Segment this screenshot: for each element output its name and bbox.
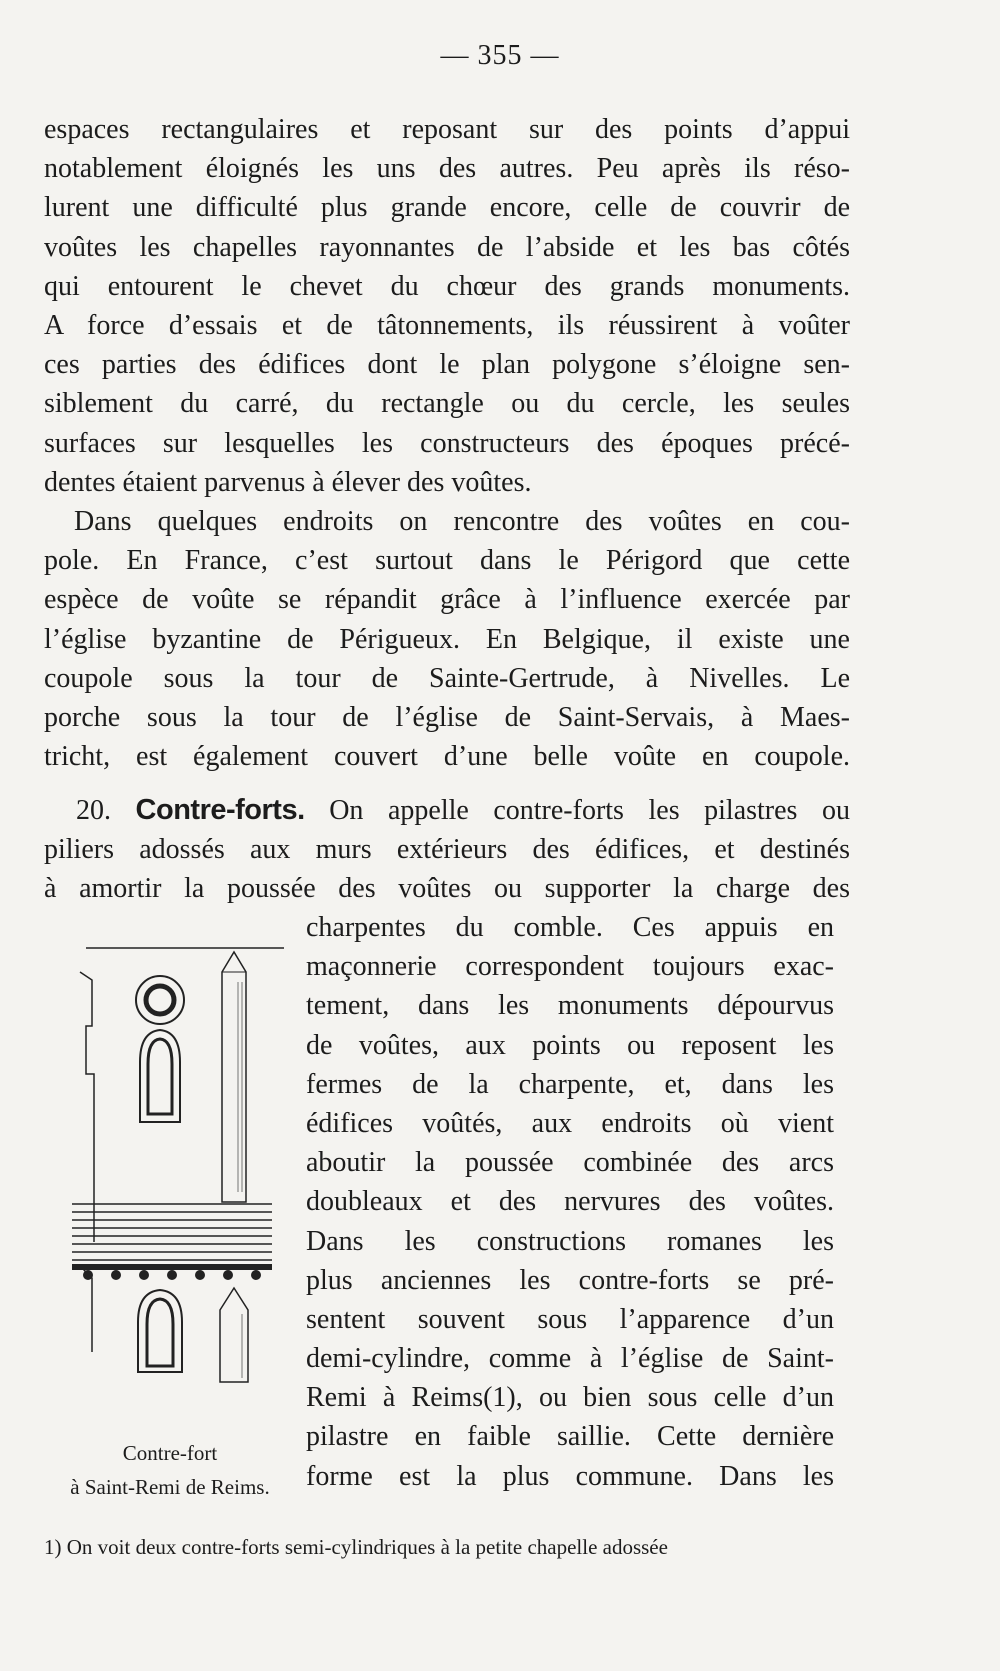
text-line: A force d’essais et de tâtonnements, ils réussirent à voûter [44, 309, 850, 341]
section-title: Contre-forts. [135, 794, 305, 826]
text-line: tement, dans les monuments dépourvus [306, 990, 834, 1022]
text-line: Dans les constructions romanes les [306, 1225, 834, 1257]
text-line: maçonnerie correspondent toujours exac- [306, 951, 834, 983]
figure-caption-line1: Contre-fort [122, 1441, 218, 1465]
text-line: tricht, est également couvert d’une belle voûte en coupole. [44, 741, 850, 773]
paragraph-cupolas [44, 502, 850, 776]
text-line: à amortir la poussée des voûtes ou supporter la charge des [44, 873, 850, 905]
text-line: Dans quelques endroits on rencontre des voûtes en cou- [74, 506, 850, 537]
text-line: dentes étaient parvenus à élever des voûtes. [44, 466, 532, 498]
text-line: porche sous la tour de l’église de Saint-Servais, à Maes- [44, 701, 850, 733]
text-line: lurent une difficulté plus grande encore, celle de couvrir de [44, 192, 850, 224]
buttress-engraving [72, 942, 294, 1412]
text-line: qui entourent le chevet du chœur des grands monuments. [44, 270, 850, 302]
page-number: — 355 — [440, 40, 560, 71]
text-line: charpentes du comble. Ces appuis en [306, 912, 834, 943]
text-line: voûtes les chapelles rayonnantes de l’abside et les bas côtés [44, 231, 850, 263]
text-line: plus anciennes les contre-forts se pré- [306, 1264, 834, 1296]
section-contreforts [44, 791, 850, 909]
text-line: de voûtes, aux points ou reposent les [306, 1029, 834, 1061]
text-line: doubleaux et des nervures des voûtes. [306, 1186, 834, 1218]
section-wrapped-text [306, 908, 834, 1496]
text-line: siblement du carré, du rectangle ou du cercle, les seules [44, 388, 850, 420]
text-line: notablement éloignés les uns des autres. Peu après ils réso- [44, 153, 850, 185]
section-first-line-text: On appelle contre-forts les pilastres ou [329, 795, 850, 826]
section-full-lines [44, 830, 850, 908]
section-first-line [44, 791, 850, 830]
text-line: forme est la plus commune. Dans les [306, 1460, 834, 1492]
figure-caption-line2: à Saint-Remi de Reims. [70, 1475, 270, 1499]
section-number: 20. [76, 795, 111, 826]
text-line: pilastre en faible saillie. Cette dernière [306, 1421, 834, 1453]
text-line: espèce de voûte se répandit grâce à l’influence exercée par [44, 584, 850, 616]
paragraph-vaults [44, 110, 850, 502]
text-line: fermes de la charpente, et, dans les [306, 1068, 834, 1100]
text-line: édifices voûtés, aux endroits où vient [306, 1107, 834, 1139]
text-line: coupole sous la tour de Sainte-Gertrude, à Nivelles. Le [44, 662, 850, 694]
footnote: 1) On voit deux contre-forts semi-cylindriques à la petite chapelle adossée [44, 1535, 668, 1559]
text-line: l’église byzantine de Périgueux. En Belgique, il existe une [44, 623, 850, 655]
text-line: piliers adossés aux murs extérieurs des édifices, et destinés [44, 834, 850, 866]
text-line: Remi à Reims(1), ou bien sous celle d’un [306, 1382, 834, 1414]
text-line: sentent souvent sous l’apparence d’un [306, 1303, 834, 1335]
text-line: demi-cylindre, comme à l’église de Saint- [306, 1343, 834, 1375]
text-line: ces parties des édifices dont le plan polygone s’éloigne sen- [44, 349, 850, 381]
text-line: aboutir la poussée combinée des arcs [306, 1147, 834, 1179]
text-line: surfaces sur lesquelles les constructeurs des époques précé- [44, 427, 850, 459]
text-line: espaces rectangulaires et reposant sur des points d’appui [44, 114, 850, 145]
text-line: pole. En France, c’est surtout dans le Périgord que cette [44, 545, 850, 577]
